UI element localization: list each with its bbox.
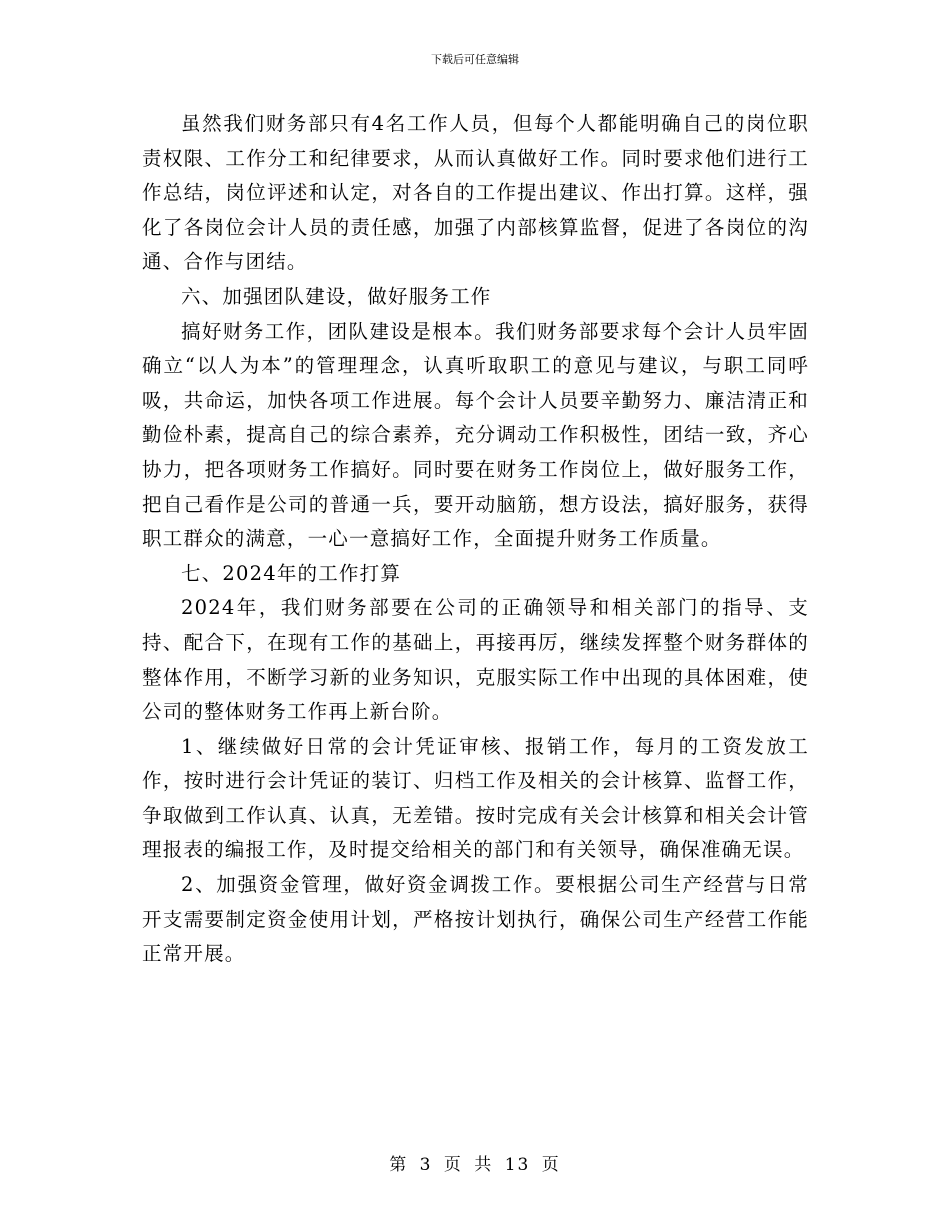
document-body	[142, 107, 809, 972]
page-number-footer: 第 3 页 共 13 页	[389, 1155, 561, 1175]
paragraph-plan-item-2: 2、加强资金管理，做好资金调拨工作。要根据公司生产经营与日常开支需要制定资金使用计划，严格按计划执行，确保公司生产经营工作能正常开展。	[142, 873, 809, 966]
page-header: 下载后可任意编辑	[431, 53, 519, 66]
paragraph-work-plan-intro: 2024年，我们财务部要在公司的正确领导和相关部门的指导、支持、配合下，在现有工作的基础上，再接再厉，继续发挥整个财务群体的整体作用，不断学习新的业务知识，克服实际工作中出现的具体困难，使公司的整体财务工作再上新台阶。	[142, 596, 809, 724]
heading-team-building: 六、加强团队建设，做好服务工作	[181, 284, 492, 308]
paragraph-staff-duties: 虽然我们财务部只有4名工作人员，但每个人都能明确自己的岗位职责权限、工作分工和纪律要求，从而认真做好工作。同时要求他们进行工作总结，岗位评述和认定，对各自的工作提出建议、作出打算。这样，强化了各岗位会计人员的责任感，加强了内部核算监督，促进了各岗位的沟通、合作与团结。	[142, 112, 809, 274]
paragraph-team-building: 搞好财务工作，团队建设是根本。我们财务部要求每个会计人员牢固确立“以人为本”的管理理念，认真听取职工的意见与建议，与职工同呼吸，共命运，加快各项工作进展。每个会计人员要辛勤努力、廉洁清正和勤俭朴素，提高自己的综合素养，充分调动工作积极性，团结一致，齐心协力，把各项财务工作搞好。同时要在财务工作岗位上，做好服务工作，把自己看作是公司的普通一兵，要开动脑筋，想方设法，搞好服务，获得职工群众的满意，一心一意搞好工作，全面提升财务工作质量。	[142, 319, 809, 551]
heading-work-plan: 七、2024年的工作打算	[181, 561, 402, 585]
paragraph-plan-item-1: 1、继续做好日常的会计凭证审核、报销工作，每月的工资发放工作，按时进行会计凭证的装订、归档工作及相关的会计核算、监督工作，争取做到工作认真、认真，无差错。按时完成有关会计核算和相关会计管理报表的编报工作，及时提交给相关的部门和有关领导，确保准确无误。	[142, 734, 809, 862]
